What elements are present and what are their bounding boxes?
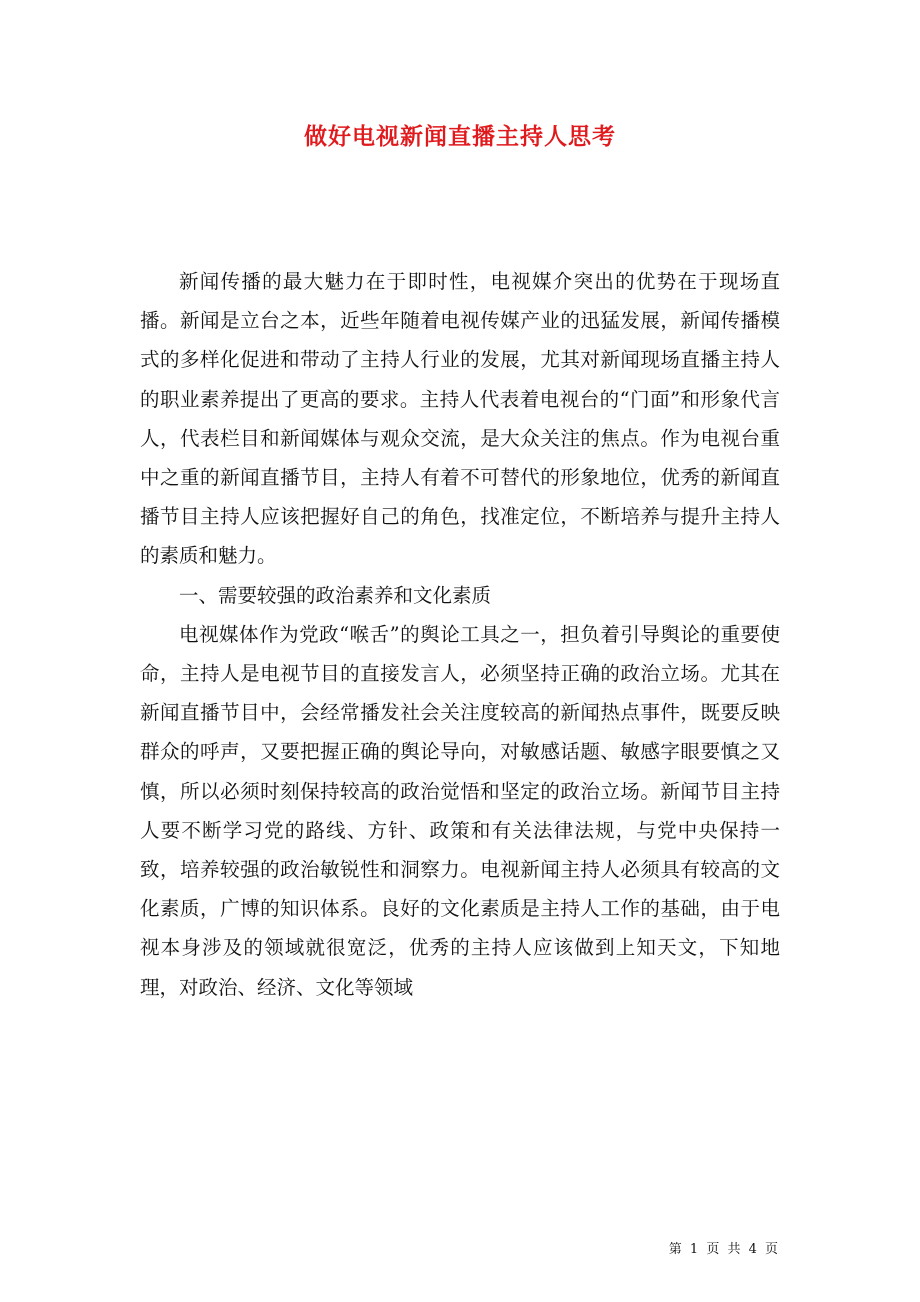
paragraph-intro: 新闻传播的最大魅力在于即时性，电视媒介突出的优势在于现场直播。新闻是立台之本，近些年随着电视传媒产业的迅猛发展，新闻传播模式的多样化促进和带动了主持人行业的发展，尤其对新闻现场直播主持人的职业素养提出了更高的要求。主持人代表着电视台的“门面”和形象代言人，代表栏目和新闻媒体与观众交流，是大众关注的焦点。作为电视台重中之重的新闻直播节目，主持人有着不可替代的形象地位，优秀的新闻直播节目主持人应该把握好自己的角色，找准定位，不断培养与提升主持人的素质和魅力。 xyxy=(140,270,780,568)
section-heading-1: 一、需要较强的政治素养和文化素质 xyxy=(179,583,492,607)
page-number-footer: 第 1 页 共 4 页 xyxy=(668,1242,780,1257)
document-body xyxy=(140,262,780,1007)
paragraph-section-1: 电视媒体作为党政“喉舌”的舆论工具之一，担负着引导舆论的重要使命，主持人是电视节目的直接发言人，必须坚持正确的政治立场。尤其在新闻直播节目中，会经常播发社会关注度较高的新闻热点事件，既要反映群众的呼声，又要把握正确的舆论导向，对敏感话题、敏感字眼要慎之又慎，所以必须时刻保持较高的政治觉悟和坚定的政治立场。新闻节目主持人要不断学习党的路线、方针、政策和有关法律法规，与党中央保持一致，培养较强的政治敏锐性和洞察力。电视新闻主持人必须具有较高的文化素质，广博的知识体系。良好的文化素质是主持人工作的基础，由于电视本身涉及的领域就很宽泛，优秀的主持人应该做到上知天文，下知地理，对政治、经济、文化等领域 xyxy=(140,622,780,999)
document-title: 做好电视新闻直播主持人思考 xyxy=(304,123,616,150)
